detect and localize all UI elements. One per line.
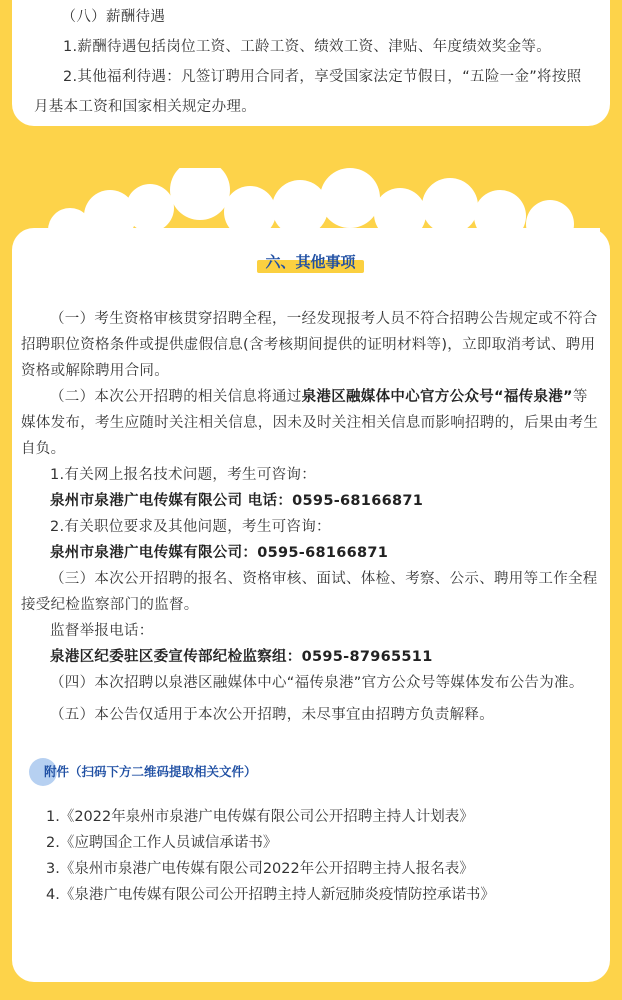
paragraph-3: （三）本次公开招聘的报名、资格审核、面试、体检、考察、公示、聘用等工作全程接受纪检监察部门的监督。 bbox=[21, 571, 598, 613]
contact-label-1: 1.有关网上报名技术问题，考生可咨询： bbox=[50, 467, 317, 483]
contact-2: 泉州市泉港广电传媒有限公司：0595-68166871 bbox=[50, 545, 389, 561]
attachment-item: 1.《2022年泉州市泉港广电传媒有限公司公开招聘主持人计划表》 bbox=[46, 809, 474, 825]
salary-heading: （八）薪酬待遇 bbox=[61, 9, 166, 25]
attachment-item: 2.《应聘国企工作人员诚信承诺书》 bbox=[46, 835, 278, 851]
section-title: 六、其他事项 bbox=[257, 248, 363, 275]
paragraph-1: （一）考生资格审核贯穿招聘全程，一经发现报考人员不符合招聘公告规定或不符合招聘职位资格条件或提供虚假信息(含考核期间提供的证明材料等)，立即取消考试、聘用资格或解除聘用合同。 bbox=[21, 311, 598, 379]
supervise-label: 监督举报电话： bbox=[50, 623, 154, 639]
paragraph-5: （五）本公告仅适用于本次公开招聘，未尽事宜由招聘方负责解释。 bbox=[50, 707, 494, 723]
attachment-item: 3.《泉州市泉港广电传媒有限公司2022年公开招聘主持人报名表》 bbox=[46, 861, 474, 877]
attachment-heading: 附件（扫码下方二维码提取相关文件） bbox=[34, 760, 600, 784]
salary-item-1: 1.薪酬待遇包括岗位工资、工龄工资、绩效工资、津贴、年度绩效奖金等。 bbox=[63, 39, 552, 55]
attachment-list bbox=[21, 804, 600, 908]
contact-1: 泉州市泉港广电传媒有限公司 电话：0595-68166871 bbox=[50, 493, 424, 509]
paragraph-2: （二）本次公开招聘的相关信息将通过泉港区融媒体中心官方公众号“福传泉港”等媒体发布，考生应随时关注相关信息，因未及时关注相关信息而影响招聘的，后果由考生自负。 bbox=[21, 389, 599, 457]
contact-label-2: 2.有关职位要求及其他问题，考生可咨询： bbox=[50, 519, 331, 535]
salary-item-2-cont: 月基本工资和国家相关规定办理。 bbox=[34, 99, 256, 115]
attachment-item: 4.《泉港广电传媒有限公司公开招聘主持人新冠肺炎疫情防控承诺书》 bbox=[46, 887, 495, 903]
paragraph-4: （四）本次招聘以泉港区融媒体中心“福传泉港”官方公众号等媒体发布公告为准。 bbox=[50, 675, 584, 691]
supervise-contact: 泉港区纪委驻区委宣传部纪检监察组：0595-87965511 bbox=[50, 649, 433, 665]
salary-card bbox=[12, 0, 610, 126]
other-matters-card bbox=[12, 228, 610, 982]
salary-item-2: 2.其他福利待遇：凡签订聘用合同者，享受国家法定节假日，“五险一金”将按照 bbox=[63, 69, 582, 85]
